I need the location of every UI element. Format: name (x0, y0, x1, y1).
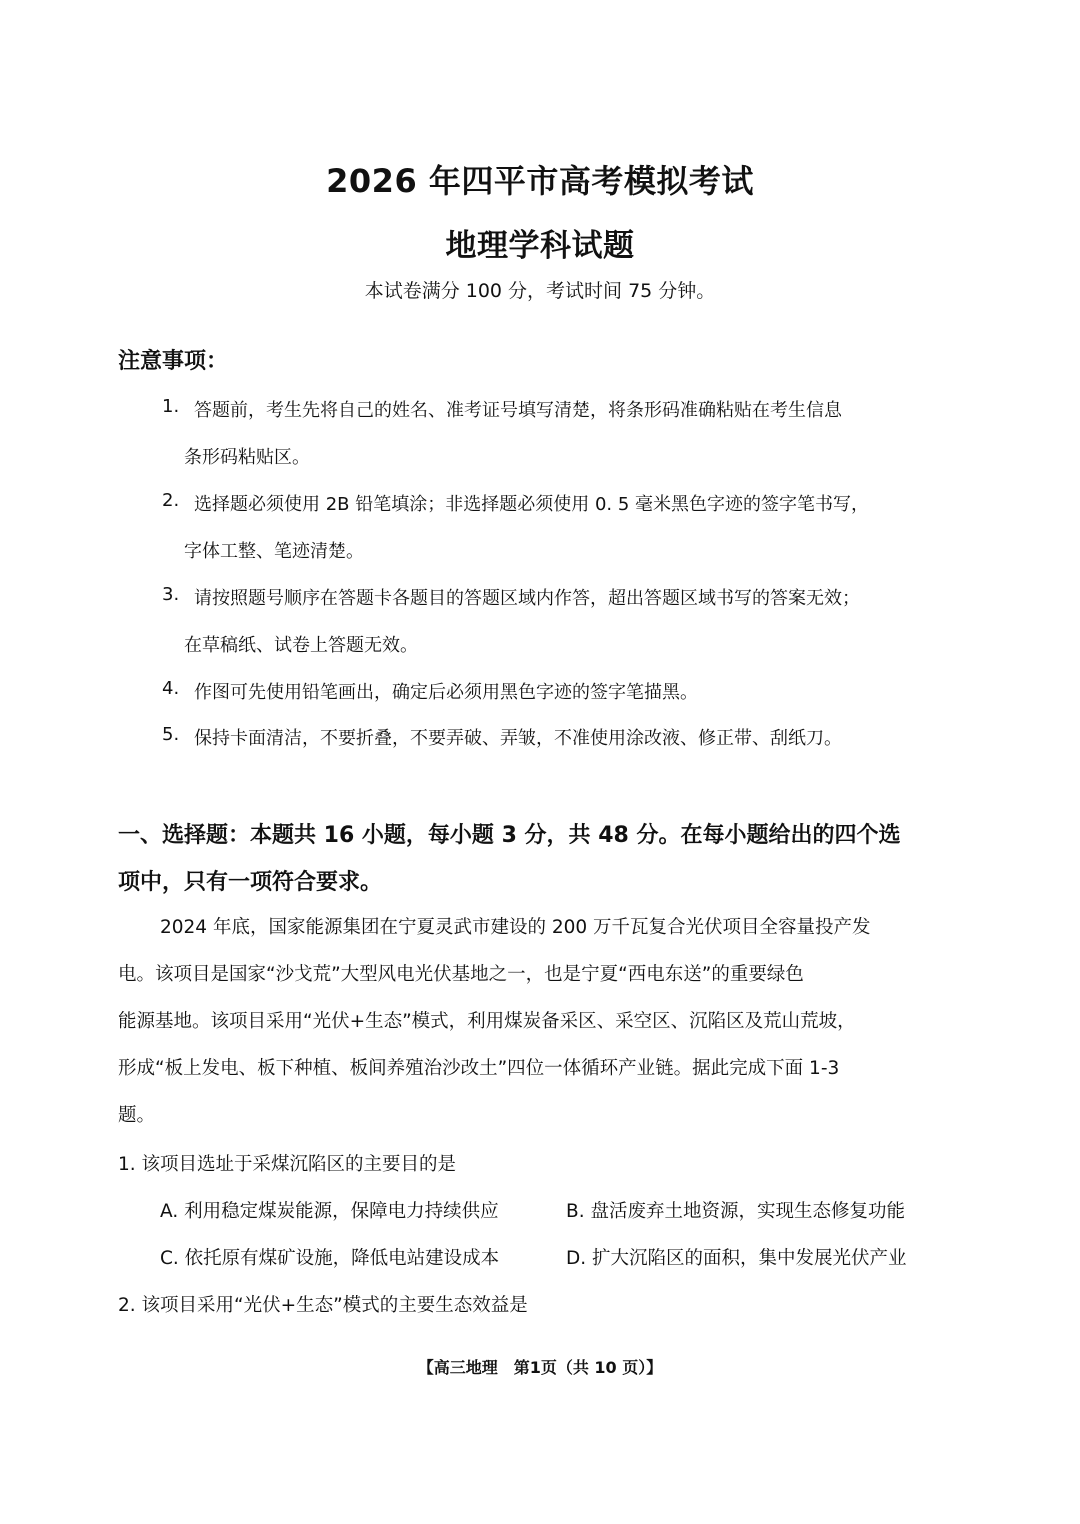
note-text: 在草稿纸、试卷上答题无效。 (184, 635, 418, 656)
note-number: 1. (162, 396, 180, 417)
question-1-option-a: A. 利用稳定煤炭能源，保障电力持续供应 (160, 1201, 499, 1222)
notes-heading: 注意事项： (118, 349, 229, 374)
question-2-stem: 2. 该项目采用“光伏+生态”模式的主要生态效益是 (118, 1295, 528, 1316)
note-text: 作图可先使用铅笔画出，确定后必须用黑色字迹的签字笔描黑。 (194, 682, 698, 703)
question-1-option-c: C. 依托原有煤矿设施，降低电站建设成本 (160, 1248, 500, 1269)
passage-line: 2024 年底，国家能源集团在宁夏灵武市建设的 200 万千瓦复合光伏项目全容量投产发 (160, 917, 871, 938)
note-text: 选择题必须使用 2B 铅笔填涂；非选择题必须使用 0. 5 毫米黑色字迹的签字笔书写， (194, 494, 870, 515)
note-text: 条形码粘贴区。 (184, 447, 310, 468)
page-footer: 【高三地理 第1页（共 10 页）】 (417, 1358, 663, 1377)
question-1-option-d: D. 扩大沉陷区的面积，集中发展光伏产业 (566, 1248, 907, 1269)
note-number: 5. (162, 724, 180, 745)
section-heading-cont: 项中，只有一项符合要求。 (118, 870, 383, 895)
note-text: 保持卡面清洁，不要折叠，不要弄破、弄皱，不准使用涂改液、修正带、刮纸刀。 (194, 728, 842, 749)
note-number: 2. (162, 490, 180, 511)
passage-line: 题。 (118, 1105, 156, 1126)
passage-line: 能源基地。该项目采用“光伏+生态”模式，利用煤炭备采区、采空区、沉陷区及荒山荒坡， (118, 1011, 856, 1032)
note-text: 字体工整、笔迹清楚。 (184, 541, 364, 562)
subject-title: 地理学科试题 (445, 228, 635, 264)
question-1-stem: 1. 该项目选址于采煤沉陷区的主要目的是 (118, 1154, 457, 1175)
section-heading: 一、选择题：本题共 16 小题，每小题 3 分，共 48 分。在每小题给出的四个选 (118, 823, 901, 848)
question-1-option-b: B. 盘活废弃土地资源，实现生态修复功能 (566, 1201, 905, 1222)
exam-info: 本试卷满分 100 分，考试时间 75 分钟。 (364, 280, 716, 302)
note-text: 请按照题号顺序在答题卡各题目的答题区域内作答，超出答题区域书写的答案无效； (194, 588, 860, 609)
note-number: 4. (162, 678, 180, 699)
note-text: 答题前，考生先将自己的姓名、准考证号填写清楚，将条形码准确粘贴在考生信息 (194, 400, 842, 421)
passage-line: 电。该项目是国家“沙戈荒”大型风电光伏基地之一，也是宁夏“西电东送”的重要绿色 (118, 964, 804, 985)
note-number: 3. (162, 584, 180, 605)
exam-title: 2026 年四平市高考模拟考试 (326, 162, 754, 200)
passage-line: 形成“板上发电、板下种植、板间养殖治沙改土”四位一体循环产业链。据此完成下面 1-3 (118, 1058, 840, 1079)
